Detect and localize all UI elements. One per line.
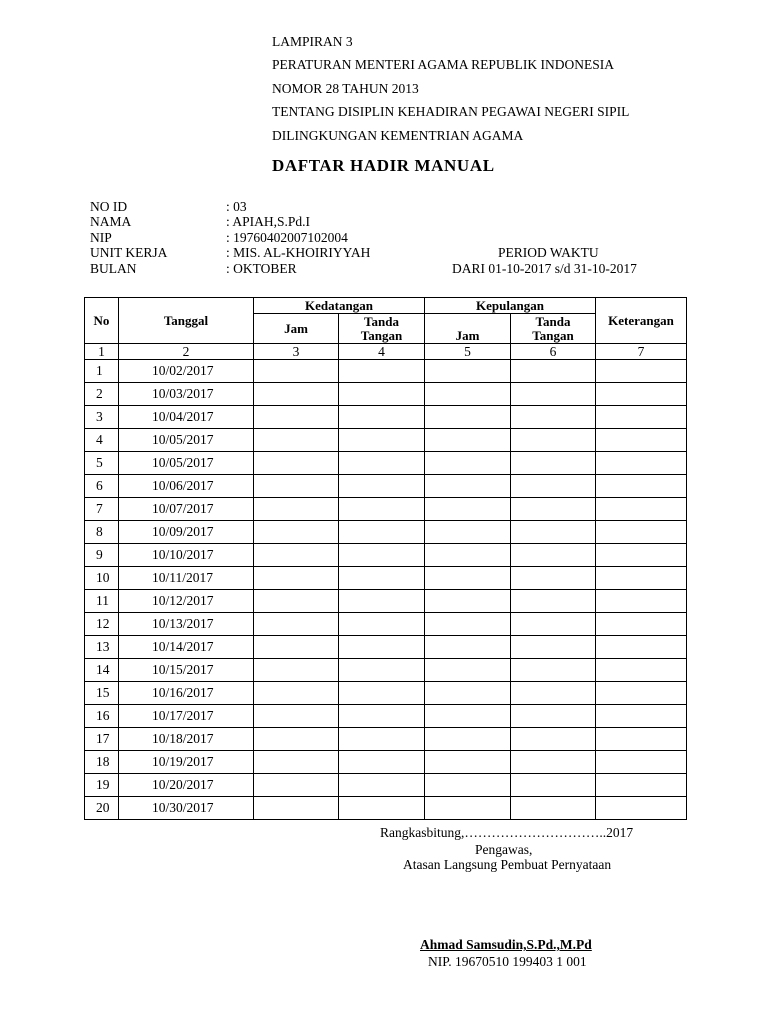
column-number: 2 [119,344,254,360]
header-line: NOMOR 28 TAHUN 2013 [272,80,419,96]
arrival-signature-cell [339,452,425,475]
arrival-signature-cell [339,590,425,613]
arrival-time-cell [254,383,339,406]
remarks-cell [596,360,687,383]
header-arrival-jam: Jam [254,314,339,344]
departure-signature-cell [511,751,596,774]
remarks-cell [596,751,687,774]
row-number: 20 [85,797,119,820]
departure-signature-cell [511,567,596,590]
page-title: DAFTAR HADIR MANUAL [272,156,495,175]
row-number: 8 [85,521,119,544]
remarks-cell [596,613,687,636]
departure-signature-cell [511,797,596,820]
header-line: LAMPIRAN 3 [272,34,353,49]
departure-time-cell [425,406,511,429]
info-value: : 03 [226,199,247,214]
row-date: 10/02/2017 [119,360,254,383]
remarks-cell [596,406,687,429]
remarks-cell [596,521,687,544]
row-number: 2 [85,383,119,406]
info-label: NO ID [90,199,128,214]
remarks-cell [596,728,687,751]
table-row [85,521,687,544]
arrival-time-cell [254,613,339,636]
departure-signature-cell [511,406,596,429]
regulation-header [272,30,629,147]
departure-time-cell [425,682,511,705]
row-date: 10/07/2017 [119,498,254,521]
row-number: 9 [85,544,119,567]
row-number: 18 [85,751,119,774]
arrival-time-cell [254,797,339,820]
info-value: : OKTOBER [226,260,297,276]
remarks-cell [596,705,687,728]
info-label: NIP [90,229,112,245]
row-number: 13 [85,636,119,659]
departure-time-cell [425,751,511,774]
table-row [85,567,687,590]
table-row [85,751,687,774]
arrival-signature-cell [339,774,425,797]
row-date: 10/12/2017 [119,590,254,613]
arrival-time-cell [254,774,339,797]
table-row [85,429,687,452]
table-row [85,452,687,475]
departure-time-cell [425,659,511,682]
signatory-name: Ahmad Samsudin,S.Pd.,M.Pd [420,937,592,952]
table-row [85,544,687,567]
signatory-nip: NIP. 19670510 199403 1 001 [428,954,587,969]
arrival-signature-cell [339,521,425,544]
column-number: 7 [596,344,687,360]
departure-signature-cell [511,659,596,682]
departure-signature-cell [511,705,596,728]
row-number: 10 [85,567,119,590]
arrival-signature-cell [339,498,425,521]
row-number: 16 [85,705,119,728]
row-number: 11 [85,590,119,613]
header-line: TENTANG DISIPLIN KEHADIRAN PEGAWAI NEGERI SIPIL [272,104,630,120]
table-row [85,682,687,705]
arrival-signature-cell [339,475,425,498]
arrival-time-cell [254,751,339,774]
table-row [85,383,687,406]
arrival-signature-cell [339,360,425,383]
row-date: 10/05/2017 [119,429,254,452]
column-number: 4 [339,344,425,360]
table-row [85,797,687,820]
departure-time-cell [425,360,511,383]
remarks-cell [596,636,687,659]
table-row [85,705,687,728]
row-date: 10/16/2017 [119,682,254,705]
header-keterangan: Keterangan [596,298,687,344]
remarks-cell [596,797,687,820]
row-date: 10/03/2017 [119,383,254,406]
departure-signature-cell [511,774,596,797]
row-date: 10/05/2017 [119,452,254,475]
row-date: 10/11/2017 [119,567,254,590]
arrival-signature-cell [339,544,425,567]
row-date: 10/20/2017 [119,774,254,797]
arrival-signature-cell [339,383,425,406]
row-date: 10/19/2017 [119,751,254,774]
header-tangan: Tangan [360,327,403,343]
remarks-cell [596,659,687,682]
arrival-time-cell [254,728,339,751]
arrival-signature-cell [339,429,425,452]
table-row [85,360,687,383]
arrival-signature-cell [339,636,425,659]
row-date: 10/06/2017 [119,475,254,498]
table-row [85,774,687,797]
departure-signature-cell [511,521,596,544]
period-label: PERIOD WAKTU [498,245,599,260]
departure-signature-cell [511,613,596,636]
row-date: 10/13/2017 [119,613,254,636]
row-number: 4 [85,429,119,452]
arrival-signature-cell [339,728,425,751]
departure-time-cell [425,797,511,820]
header-kedatangan: Kedatangan [254,298,425,314]
header-tanggal: Tanggal [119,298,254,344]
row-number: 15 [85,682,119,705]
info-value: : APIAH,S.Pd.I [226,214,311,230]
remarks-cell [596,544,687,567]
column-number: 6 [511,344,596,360]
departure-time-cell [425,613,511,636]
table-row [85,475,687,498]
row-date: 10/09/2017 [119,521,254,544]
signature-place-date: Rangkasbitung,…………………………..2017 [380,825,634,840]
row-date: 10/10/2017 [119,544,254,567]
arrival-time-cell [254,682,339,705]
column-number: 3 [254,344,339,360]
departure-signature-cell [511,544,596,567]
info-value: : 19760402007102004 [226,229,348,245]
departure-signature-cell [511,682,596,705]
column-number: 5 [425,344,511,360]
row-date: 10/15/2017 [119,659,254,682]
departure-time-cell [425,521,511,544]
arrival-signature-cell [339,705,425,728]
arrival-time-cell [254,521,339,544]
arrival-signature-cell [339,682,425,705]
period-value: DARI 01-10-2017 s/d 31-10-2017 [452,261,637,276]
info-label: UNIT KERJA [90,245,168,261]
arrival-time-cell [254,406,339,429]
departure-signature-cell [511,452,596,475]
remarks-cell [596,429,687,452]
remarks-cell [596,567,687,590]
arrival-time-cell [254,636,339,659]
row-number: 17 [85,728,119,751]
row-number: 19 [85,774,119,797]
arrival-signature-cell [339,797,425,820]
remarks-cell [596,774,687,797]
arrival-time-cell [254,360,339,383]
signature-role: Pengawas, [475,842,533,857]
row-number: 12 [85,613,119,636]
table-row [85,659,687,682]
departure-time-cell [425,705,511,728]
info-label: NAMA [90,214,132,230]
departure-time-cell [425,429,511,452]
remarks-cell [596,590,687,613]
attendance-rows [85,360,687,820]
arrival-signature-cell [339,751,425,774]
arrival-time-cell [254,544,339,567]
header-tangan: Tangan [532,327,574,343]
header-no: No [85,298,119,344]
table-row [85,498,687,521]
column-number: 1 [85,344,119,360]
departure-signature-cell [511,636,596,659]
departure-time-cell [425,590,511,613]
attendance-table [84,297,687,820]
table-row [85,636,687,659]
row-number: 7 [85,498,119,521]
arrival-time-cell [254,590,339,613]
row-date: 10/17/2017 [119,705,254,728]
arrival-time-cell [254,705,339,728]
header-arrival-signature [339,314,425,344]
remarks-cell [596,475,687,498]
row-date: 10/30/2017 [119,797,254,820]
remarks-cell [596,682,687,705]
row-number: 14 [85,659,119,682]
arrival-time-cell [254,452,339,475]
header-kepulangan: Kepulangan [425,298,596,314]
departure-signature-cell [511,360,596,383]
header-departure-signature [511,314,596,344]
table-row [85,728,687,751]
row-number: 3 [85,406,119,429]
departure-time-cell [425,636,511,659]
header-tanda: Tanda [535,313,571,329]
departure-time-cell [425,475,511,498]
table-row [85,613,687,636]
departure-signature-cell [511,728,596,751]
departure-time-cell [425,728,511,751]
table-row [85,406,687,429]
row-number: 1 [85,360,119,383]
arrival-time-cell [254,498,339,521]
info-label: BULAN [90,260,137,276]
row-number: 5 [85,452,119,475]
arrival-signature-cell [339,567,425,590]
arrival-time-cell [254,659,339,682]
arrival-signature-cell [339,659,425,682]
departure-signature-cell [511,429,596,452]
remarks-cell [596,498,687,521]
departure-signature-cell [511,383,596,406]
table-row [85,590,687,613]
remarks-cell [596,452,687,475]
arrival-time-cell [254,475,339,498]
row-number: 6 [85,475,119,498]
header-line: DILINGKUNGAN KEMENTRIAN AGAMA [272,127,524,143]
departure-time-cell [425,774,511,797]
arrival-signature-cell [339,406,425,429]
departure-time-cell [425,544,511,567]
header-line: PERATURAN MENTERI AGAMA REPUBLIK INDONESIA [272,57,615,73]
header-tanda: Tanda [364,313,399,329]
departure-time-cell [425,567,511,590]
departure-signature-cell [511,475,596,498]
row-date: 10/18/2017 [119,728,254,751]
row-date: 10/04/2017 [119,406,254,429]
row-date: 10/14/2017 [119,636,254,659]
departure-time-cell [425,383,511,406]
departure-time-cell [425,498,511,521]
arrival-time-cell [254,429,339,452]
info-value: : MIS. AL-KHOIRIYYAH [226,245,371,261]
column-number-row [85,344,687,360]
departure-time-cell [425,452,511,475]
arrival-time-cell [254,567,339,590]
departure-signature-cell [511,590,596,613]
header-departure-jam: Jam [425,314,511,344]
remarks-cell [596,383,687,406]
departure-signature-cell [511,498,596,521]
signature-role-detail: Atasan Langsung Pembuat Pernyataan [403,857,612,872]
arrival-signature-cell [339,613,425,636]
